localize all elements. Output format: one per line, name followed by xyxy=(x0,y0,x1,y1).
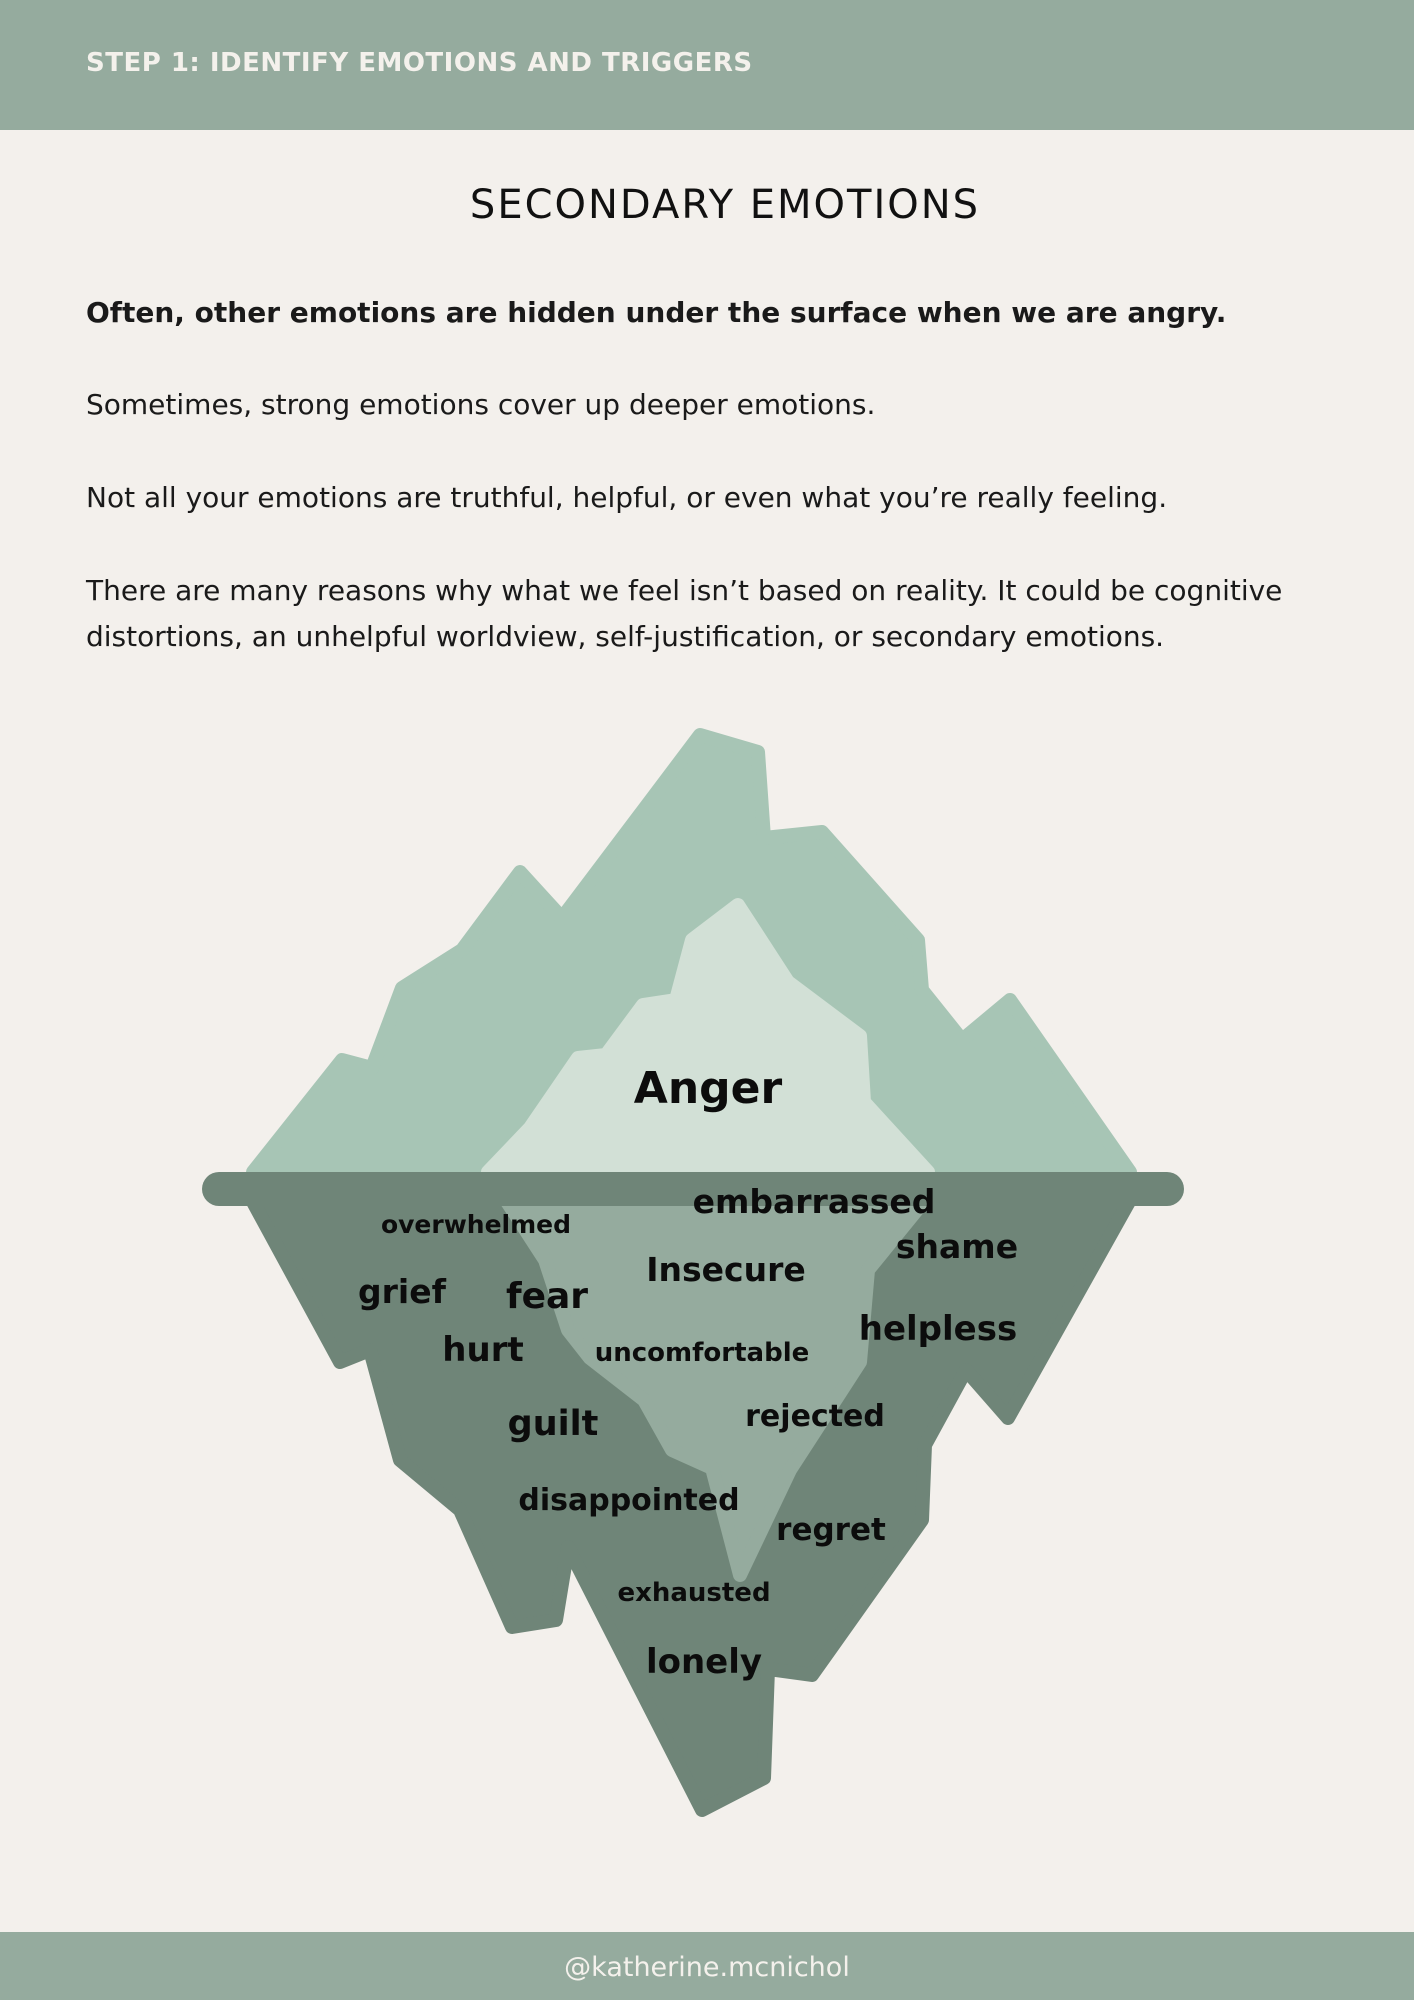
emotion-fear: fear xyxy=(505,1276,589,1317)
emotion-insecure: Insecure xyxy=(646,1250,806,1289)
emotion-rejected: rejected xyxy=(745,1399,885,1434)
emotion-exhausted: exhausted xyxy=(617,1578,771,1608)
emotion-lonely: lonely xyxy=(645,1642,763,1682)
emotion-hurt: hurt xyxy=(442,1330,524,1370)
emotion-guilt: guilt xyxy=(507,1404,599,1444)
author-handle: @katherine.mcnichol xyxy=(564,1952,850,1983)
emotion-helpless: helpless xyxy=(858,1309,1018,1349)
paragraph-3: There are many reasons why what we feel isn’t based on reality. It could be cognitive distortions, an unhelpful worldview, self-justification, or secondary emotions. xyxy=(86,574,1283,653)
emotion-grief: grief xyxy=(358,1272,446,1311)
emotion-overwhelmed: overwhelmed xyxy=(380,1210,572,1239)
page-title: SECONDARY EMOTIONS xyxy=(469,182,981,228)
intro-text: Often, other emotions are hidden under the surface when we are angry. xyxy=(86,296,1227,329)
emotion-embarrassed: embarrassed xyxy=(692,1182,936,1221)
step-title: STEP 1: IDENTIFY EMOTIONS AND TRIGGERS xyxy=(86,48,753,78)
paragraph-2: Not all your emotions are truthful, helpful, or even what you’re really feeling. xyxy=(86,481,1168,514)
emotion-regret: regret xyxy=(776,1512,886,1548)
emotion-disappointed: disappointed xyxy=(518,1483,740,1518)
paragraph-1: Sometimes, strong emotions cover up deeper emotions. xyxy=(86,388,876,421)
emotion-shame: shame xyxy=(895,1227,1019,1266)
emotion-anger: Anger xyxy=(633,1063,783,1114)
emotion-uncomfortable: uncomfortable xyxy=(594,1338,810,1368)
iceberg-illustration xyxy=(0,700,1414,1850)
